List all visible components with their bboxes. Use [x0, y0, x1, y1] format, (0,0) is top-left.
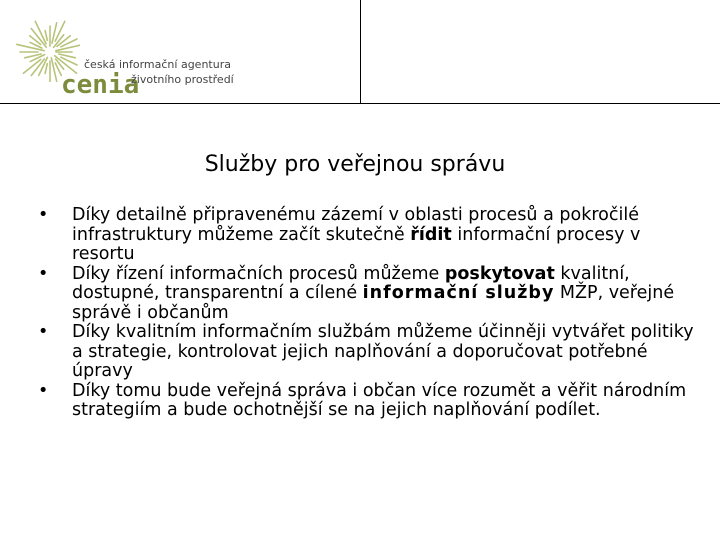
- bullet-text: informační procesy v resortu: [72, 224, 641, 264]
- logo-tagline-2: životního prostředí: [131, 73, 234, 86]
- bullet-marker: •: [38, 205, 49, 225]
- bullet-marker: •: [38, 380, 49, 401]
- logo-tagline-1: česká informační agentura: [84, 58, 231, 71]
- bullet-text: Díky řízení informačních procesů můžeme: [72, 263, 445, 284]
- sunburst-ray: [45, 64, 47, 74]
- bullet-text: kvalitní, dostupné, transparentní a cílené: [72, 263, 630, 303]
- bullet-item: [38, 265, 698, 324]
- bullet-emphasis: řídit: [410, 224, 452, 245]
- bullet-text: MŽP, veřejné správě i občanům: [72, 283, 675, 323]
- bullet-emphasis: poskytovat: [444, 263, 555, 284]
- bullet-marker: •: [38, 263, 49, 284]
- bullet-text: Díky tomu bude veřejná správa i občan více rozumět a věřit národním strategiím a bude ochotnější se na jejich naplňování podílet.: [72, 380, 687, 420]
- header-rule: [0, 103, 720, 104]
- bullet-list: [38, 206, 698, 421]
- sunburst-ray: [45, 31, 47, 41]
- slide-title: Služby pro veřejnou správu: [204, 152, 506, 177]
- cenia-logo: [14, 18, 254, 98]
- bullet-item: [38, 382, 698, 421]
- bullet-emphasis: informační služby: [362, 283, 555, 303]
- bullet-item: [38, 206, 698, 265]
- bullet-text: Díky kvalitním informačním službám můžeme účinněji vytvářet politiky a strategie, kontrolovat jejich naplňování a doporučovat potřebné úpravy: [72, 322, 694, 381]
- header-divider: [360, 0, 361, 104]
- bullet-marker: •: [38, 322, 49, 342]
- bullet-item: [38, 323, 698, 382]
- sunburst-ray: [51, 58, 56, 81]
- logo-wordmark: cenia: [61, 70, 140, 100]
- bullet-text: Díky detailně připravenému zázemí v oblasti procesů a pokročilé infrastruktury můžeme začít skutečně: [72, 205, 639, 245]
